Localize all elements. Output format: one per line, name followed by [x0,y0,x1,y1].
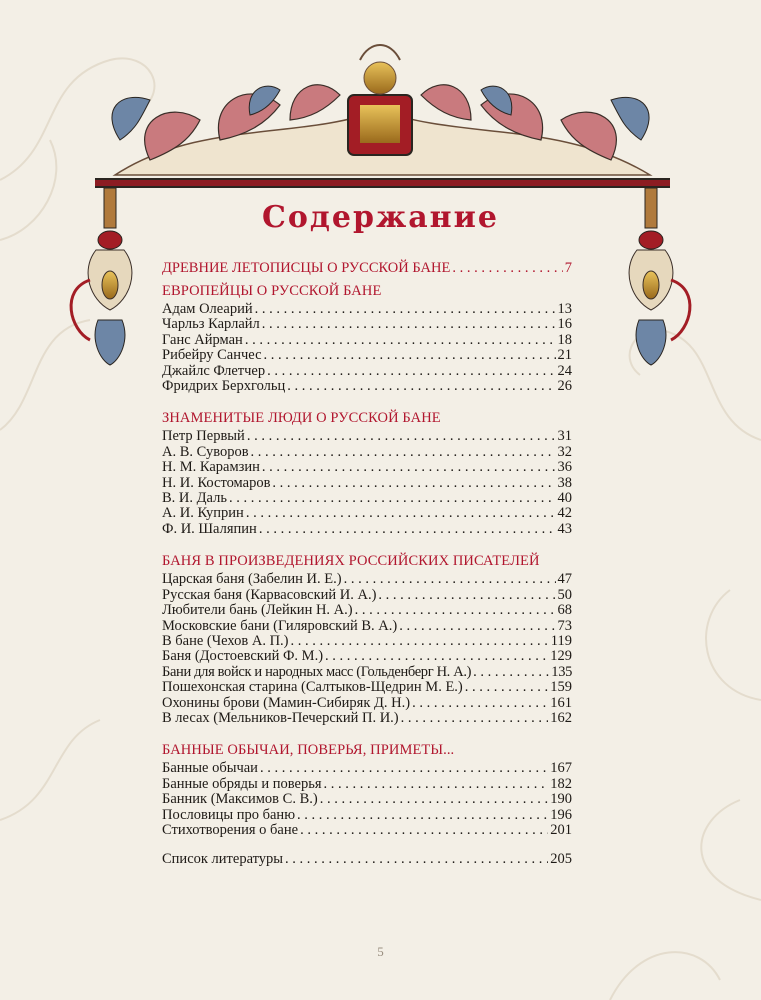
dot-leader [325,649,548,664]
dot-leader [378,588,555,603]
toc-entry-title: Ганс Айрман [162,331,243,348]
toc-entry-title: Стихотворения о бане [162,821,299,838]
toc-entry-page: 201 [550,821,572,838]
toc-entry-page: 47 [557,571,572,588]
dot-leader [291,634,549,649]
toc-section [162,551,572,726]
dot-leader [229,491,556,506]
toc-entry-title: В лесах (Мельников-Печерский П. И.) [162,709,399,726]
toc-entry-page: 129 [550,648,572,665]
toc-entry[interactable] [162,506,572,521]
toc-entry[interactable] [162,522,572,537]
toc-entry-page: 36 [557,459,572,476]
dot-leader [251,445,556,460]
toc-entry-title: В бане (Чехов А. П.) [162,632,289,649]
toc-entry-title: Банные обычаи [162,760,258,777]
toc-entry-title: Список литературы [162,851,284,868]
toc-entry-page: 135 [551,663,572,680]
toc-entry-page: 32 [557,443,572,460]
dot-leader [255,302,556,317]
toc-entry-title: Банные обряды и поверья [162,775,322,792]
toc-entry-page: 50 [557,586,572,603]
toc-entry-title: Банник (Максимов С. В.) [162,791,318,808]
toc-entry[interactable] [162,696,572,711]
dot-leader [262,460,556,475]
toc-section [162,281,572,394]
dot-leader [285,852,548,867]
toc-entry[interactable] [162,588,572,603]
dot-leader [473,665,549,680]
toc-entry-page: 26 [557,378,572,395]
toc-entry-title: Русская баня (Карвасовский И. А.) [162,586,377,603]
toc-entry-page: 182 [550,775,572,792]
dot-leader [324,777,549,792]
toc-entry-title: Джайлс Флетчер [162,362,266,379]
toc-entry-title: Пословицы про баню [162,806,296,823]
toc-entry[interactable] [162,665,572,680]
toc-section [162,852,572,867]
toc-entry-page: 40 [557,490,572,507]
toc-entry-page: 73 [557,617,572,634]
toc-entry-page: 18 [557,331,572,348]
toc-entry-page: 190 [550,791,572,808]
toc-section [162,408,572,537]
toc-entry-title: А. И. Куприн [162,505,244,522]
toc-entry-page: 205 [550,851,572,868]
toc-entry[interactable] [162,348,572,363]
toc-entry-title: Охонины брови (Мамин-Сибиряк Д. Н.) [162,694,411,711]
toc-entry-title: Любители бань (Лейкин Н. А.) [162,602,353,619]
toc-entry-title: Царская баня (Забелин И. Е.) [162,571,342,588]
toc-entry[interactable] [162,460,572,475]
toc-entry[interactable] [162,333,572,348]
toc-entry-title: Н. И. Костомаров [162,474,271,491]
toc-entry-title: Адам Олеарий [162,301,253,317]
toc-entry[interactable] [162,823,572,838]
dot-leader [452,258,562,279]
dot-leader [259,522,556,537]
toc-entry-title: Пошехонская старина (Салтыков-Щедрин М. Е.) [162,679,463,696]
toc-entry-title: В. И. Даль [162,490,227,507]
toc-entry[interactable] [162,792,572,807]
page-number: 5 [377,944,384,959]
dot-leader [355,603,556,618]
toc-entry-page: 24 [557,362,572,379]
dot-leader [300,823,548,838]
toc-entry[interactable] [162,302,572,317]
toc-entry[interactable] [162,429,572,444]
toc-entry[interactable] [162,491,572,506]
toc-entry-title: Чарльз Карлайл [162,316,260,333]
dot-leader [297,808,548,823]
toc-entry-title: Баня (Достоевский Ф. М.) [162,648,324,665]
toc-entry-title: Петр Первый [162,428,245,445]
toc-entry[interactable] [162,808,572,823]
toc-entry-title: Фридрих Берхгольц [162,378,286,395]
toc-entry[interactable] [162,649,572,664]
page-title: Содержание [262,200,499,235]
toc-entry-title: Рибейру Санчес [162,347,262,364]
toc-entry[interactable] [162,619,572,634]
dot-leader [465,680,548,695]
toc-entry-page: 7 [564,260,572,276]
dot-leader [260,761,548,776]
toc-entry-page: 196 [550,806,572,823]
toc-entry[interactable] [162,476,572,491]
toc-entry-title: Н. М. Карамзин [162,459,260,476]
toc-entry[interactable] [162,364,572,379]
toc-entry[interactable] [162,603,572,618]
dot-leader [272,476,555,491]
toc-entry[interactable] [162,852,572,867]
dot-leader [262,317,556,332]
dot-leader [264,348,556,363]
dot-leader [247,429,556,444]
section-heading: БАННЫЕ ОБЫЧАИ, ПОВЕРЬЯ, ПРИМЕТЫ... [162,742,455,759]
toc-section [162,740,572,838]
toc-entry[interactable] [162,445,572,460]
toc-entry[interactable] [162,572,572,587]
toc-entry-title: ДРЕВНИЕ ЛЕТОПИСЦЫ О РУССКОЙ БАНЕ [162,260,451,276]
section-heading: ЗНАМЕНИТЫЕ ЛЮДИ О РУССКОЙ БАНЕ [162,410,441,427]
toc-entry-page: 68 [557,602,572,619]
toc-entry[interactable] [162,680,572,695]
toc-entry[interactable] [162,634,572,649]
toc-entry[interactable] [162,317,572,332]
toc-entry-title: Московские бани (Гиляровский В. А.) [162,617,398,634]
toc-entry-page: 21 [557,347,572,364]
toc-entry-page: 16 [557,316,572,333]
dot-leader [344,572,556,587]
dot-leader [246,506,556,521]
toc-entry-page: 38 [557,474,572,491]
dot-leader [267,364,555,379]
section-heading: ЕВРОПЕЙЦЫ О РУССКОЙ БАНЕ [162,283,382,299]
section-heading: БАНЯ В ПРОИЗВЕДЕНИЯХ РОССИЙСКИХ ПИСАТЕЛЕЙ [162,553,540,570]
toc-entry-title: Бани для войск и народных масс (Гольденберг Н. А.) [162,663,472,680]
toc-entry-page: 159 [550,679,572,696]
toc-entry-page: 13 [557,301,572,317]
toc-entry[interactable] [162,379,572,394]
toc-entry-page: 167 [550,760,572,777]
table-of-contents [162,258,572,868]
dot-leader [245,333,556,348]
dot-leader [399,619,555,634]
toc-entry-page: 162 [550,709,572,726]
toc-entry[interactable] [162,761,572,776]
toc-entry-page: 42 [557,505,572,522]
dot-leader [412,696,548,711]
toc-entry-title: А. В. Суворов [162,443,249,460]
toc-entry[interactable] [162,777,572,792]
toc-entry[interactable] [162,711,572,726]
toc-entry-page: 43 [557,520,572,537]
toc-entry-page: 161 [550,694,572,711]
dot-leader [401,711,549,726]
toc-entry[interactable] [162,258,572,279]
toc-entry-page: 119 [550,632,572,649]
toc-entry-title: Ф. И. Шаляпин [162,520,257,537]
toc-entry-page: 31 [557,428,572,445]
dot-leader [287,379,555,394]
dot-leader [320,792,549,807]
